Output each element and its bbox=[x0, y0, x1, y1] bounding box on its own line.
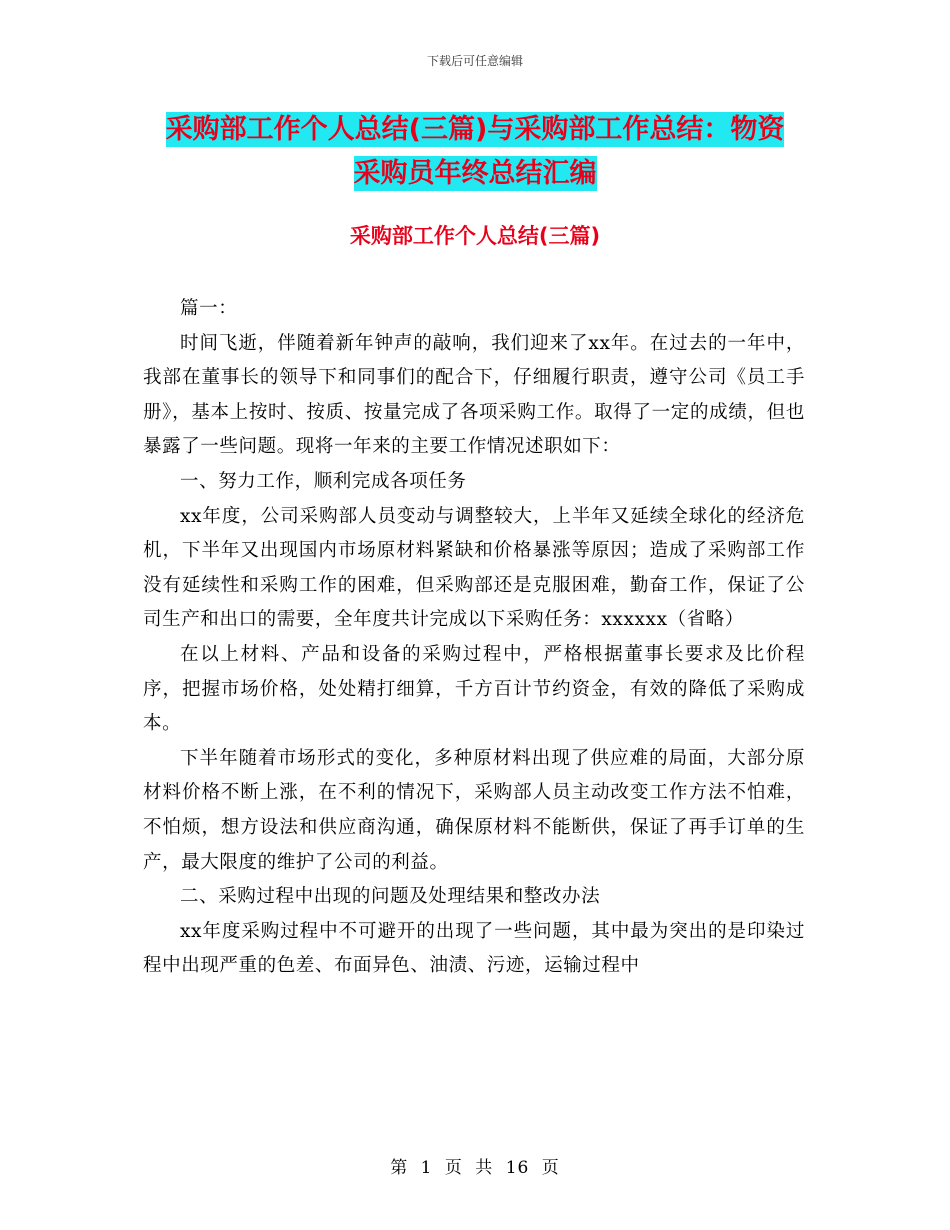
paragraph: 时间飞逝，伴随着新年钟声的敲响，我们迎来了xx年。在过去的一年中，我部在董事长的领导下和同事们的配合下，仔细履行职责，遵守公司《员工手册》，基本上按时、按质、按量完成了各项采购工作。取得了一定的成绩，但也暴露了一些问题。现将一年来的主要工作情况述职如下： bbox=[143, 332, 805, 458]
body-text bbox=[143, 292, 805, 984]
paragraph: 篇一： bbox=[180, 298, 238, 319]
main-title-line-2 bbox=[150, 147, 800, 201]
main-title-line-1-text: 采购部工作个人总结(三篇)与采购部工作总结：物资 bbox=[165, 114, 785, 145]
paragraph: 一、努力工作，顺利完成各项任务 bbox=[180, 470, 467, 492]
paragraph: xx年度采购过程中不可避开的出现了一些问题，其中最为突出的是印染过程中出现严重的色差、布面异色、油渍、污迹，运输过程中 bbox=[143, 920, 805, 977]
paragraph: 下半年随着市场形式的变化，多种原材料出现了供应难的局面，大部分原材料价格不断上涨，在不利的情况下，采购部人员主动改变工作方法不怕难，不怕烦，想方设法和供应商沟通，确保原材料不能断供，保证了再手订单的生产，最大限度的维护了公司的利益。 bbox=[143, 747, 805, 873]
main-title-line-2-text: 采购员年终总结汇编 bbox=[353, 158, 597, 189]
page-footer: 第 1 页 共 16 页 bbox=[390, 1158, 560, 1178]
header-note: 下载后可任意编辑 bbox=[426, 54, 523, 68]
paragraph: 在以上材料、产品和设备的采购过程中，严格根据董事长要求及比价程序，把握市场价格，处处精打细算，千方百计节约资金，有效的降低了采购成本。 bbox=[143, 643, 805, 735]
section-title: 采购部工作个人总结(三篇) bbox=[349, 224, 601, 248]
paragraph: 二、采购过程中出现的问题及处理结果和整改办法 bbox=[180, 886, 601, 908]
paragraph: xx年度，公司采购部人员变动与调整较大，上半年又延续全球化的经济危机，下半年又出现国内市场原材料紧缺和价格暴涨等原因；造成了采购部工作没有延续性和采购工作的困难，但采购部还是克服困难，勤奋工作，保证了公司生产和出口的需要，全年度共计完成以下采购任务：xxxxxx（省略） bbox=[143, 505, 805, 631]
